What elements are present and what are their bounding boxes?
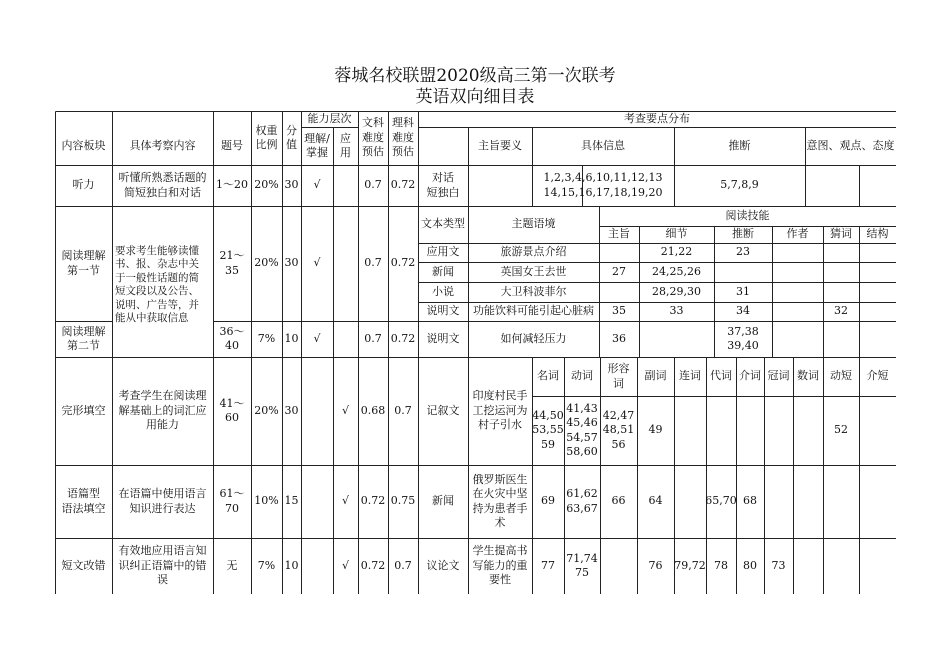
grammar-adv: 64	[648, 494, 663, 508]
header-weight: 权重 比例	[255, 123, 278, 151]
grammar-noun: 69	[541, 494, 555, 508]
reading1-row1-topic: 旅游景点介绍	[500, 245, 567, 259]
reading2-section: 阅读理解 第二节	[61, 324, 106, 352]
header-understand: 理解/ 掌握	[304, 131, 330, 159]
grammar-score: 15	[284, 494, 299, 508]
header-ability: 能力层次	[307, 111, 352, 125]
reading1-score: 30	[284, 256, 299, 270]
header-arts-difficulty: 文科 难度 预估	[362, 116, 384, 159]
reading1-sci: 0.72	[390, 256, 416, 270]
reading2-type: 说明文	[426, 331, 460, 345]
correction-content: 有效地应用语言知识纠正语篇中的错误	[118, 544, 207, 587]
correction-qnum: 无	[226, 558, 238, 572]
reading1-content: 要求考生能够读懂书、报、杂志中关于一般性话题的简短文段以及公告、说明、广告等，并能从中获取信息	[115, 244, 199, 324]
reading1-row4-topic: 功能饮料可能引起心脏病	[473, 304, 594, 318]
reading1-row4-detail: 33	[669, 304, 684, 318]
reading1-header-type: 文本类型	[421, 217, 465, 231]
header-intent: 意图、观点、态度	[806, 138, 895, 152]
reading1-row4-main: 35	[612, 304, 626, 318]
header-sci-difficulty: 理科 难度 预估	[392, 116, 414, 159]
reading1-row1-detail: 21,22	[660, 245, 693, 259]
reading1-row2-detail: 24,25,26	[652, 264, 701, 278]
reading2-check: √	[313, 331, 321, 345]
correction-pron: 78	[714, 558, 728, 572]
correction-score: 10	[284, 558, 299, 572]
reading1-row4-type: 说明文	[426, 304, 460, 318]
page-subtitle: 英语双向细目表	[415, 87, 535, 107]
reading1-row4-inference: 34	[736, 304, 750, 318]
reading1-row2-main: 27	[612, 264, 626, 278]
correction-check: √	[341, 558, 349, 572]
grammar-type: 新闻	[432, 494, 454, 508]
grammar-topic: 俄罗斯医生在火灾中坚持为患者手术	[472, 472, 528, 529]
reading1-row1-inference: 23	[736, 245, 750, 259]
header-qnum: 题号	[221, 138, 243, 152]
reading1-section: 阅读理解 第一节	[61, 249, 106, 277]
header-score: 分 值	[286, 123, 297, 151]
cloze-arts: 0.68	[360, 403, 386, 417]
cloze-section: 完形填空	[61, 403, 106, 417]
listening-detail: 1,2,3,4,6,10,11,12,13 14,15,16,17,18,19,20	[543, 171, 663, 199]
reading2-inference: 37,38 39,40	[727, 324, 759, 352]
reading1-check: √	[313, 256, 321, 270]
grammar-content: 在语篇中使用语言知识进行表达	[118, 487, 207, 515]
reading1-qnum: 21～35	[219, 249, 245, 277]
grammar-verb: 61,62 63,67	[566, 487, 598, 515]
reading1-header-main: 主旨	[608, 227, 630, 241]
cloze-header-article: 冠词	[767, 369, 790, 383]
cloze-header-conj: 连词	[679, 369, 701, 383]
reading1-header-skills: 阅读技能	[725, 208, 770, 222]
correction-topic: 学生提高书写能力的重要性	[472, 544, 528, 587]
cloze-header-noun: 名词	[537, 369, 559, 383]
cloze-header-numeral: 数词	[797, 369, 819, 383]
reading1-header-inference: 推断	[732, 227, 754, 241]
correction-verb: 71,74 75	[566, 551, 598, 579]
cloze-header-pron: 代词	[710, 369, 732, 383]
listening-check: √	[313, 178, 321, 192]
grammar-pron: 65,70	[705, 494, 737, 508]
reading1-header-structure: 结构	[866, 227, 889, 241]
listening-section: 听力	[72, 178, 95, 192]
reading2-sci: 0.72	[390, 331, 416, 345]
grammar-arts: 0.72	[360, 494, 386, 508]
reading1-row3-detail: 28,29,30	[652, 284, 701, 298]
reading1-header-topic: 主题语境	[511, 217, 556, 231]
cloze-weight: 20%	[254, 403, 279, 417]
cloze-type: 记叙文	[426, 403, 460, 417]
correction-noun: 77	[541, 558, 555, 572]
reading1-row2-topic: 英国女王去世	[500, 264, 567, 278]
grammar-prep: 68	[743, 494, 757, 508]
correction-prep: 80	[743, 558, 757, 572]
header-apply: 应 用	[340, 131, 351, 159]
cloze-header-prep: 介词	[739, 369, 761, 383]
reading1-row3-topic: 大卫科波菲尔	[500, 284, 567, 298]
listening-score: 30	[284, 178, 299, 192]
grammar-weight: 10%	[254, 494, 279, 508]
header-inference: 推断	[728, 138, 751, 152]
reading1-weight: 20%	[254, 256, 279, 270]
cloze-verb: 41,43 45,46 54,57 58,60	[566, 401, 598, 458]
correction-section: 短文改错	[61, 558, 106, 572]
reading1-arts: 0.7	[364, 256, 382, 270]
reading1-row3-inference: 31	[736, 284, 750, 298]
page-title: 蓉城名校联盟2020级高三第一次联考	[334, 66, 616, 86]
correction-adv: 76	[648, 558, 663, 572]
reading2-qnum: 36～40	[219, 324, 245, 352]
header-specific-info: 具体信息	[581, 138, 625, 152]
correction-sci: 0.7	[394, 558, 412, 572]
header-distribution: 考查要点分布	[624, 111, 690, 125]
reading1-header-author: 作者	[786, 227, 809, 241]
cloze-header-adv: 副词	[644, 369, 667, 383]
listening-weight: 20%	[254, 178, 279, 192]
reading1-row3-type: 小说	[432, 284, 454, 298]
listening-content: 听懂所熟悉话题的 简短独白和对话	[118, 171, 207, 199]
correction-conj: 79,72	[674, 558, 706, 572]
cloze-header-adj: 形容 词	[607, 362, 630, 390]
cloze-header-prep-phrase: 介短	[866, 369, 889, 383]
cloze-header-phrasal-verb: 动短	[830, 369, 852, 383]
reading2-weight: 7%	[257, 331, 276, 345]
cloze-noun: 44,50 53,55 59	[532, 408, 564, 451]
reading1-row1-type: 应用文	[426, 245, 460, 259]
correction-type: 议论文	[426, 558, 460, 572]
grammar-qnum: 61～70	[219, 487, 245, 515]
reading1-header-detail: 细节	[665, 227, 688, 241]
header-main-idea: 主旨要义	[478, 138, 522, 152]
cloze-qnum: 41～60	[219, 396, 245, 424]
cloze-adj: 42,47 48,51 56	[602, 408, 635, 451]
cloze-content: 考查学生在阅读理解基础上的词汇应用能力	[118, 389, 207, 432]
spec-table	[55, 111, 896, 594]
reading2-score: 10	[284, 331, 299, 345]
listening-type: 对话 短独白	[426, 171, 460, 199]
grammar-section: 语篇型 语法填空	[61, 487, 106, 515]
cloze-sci: 0.7	[394, 403, 412, 417]
correction-weight: 7%	[257, 558, 276, 572]
cloze-check: √	[341, 403, 349, 417]
cloze-phrasal-verb: 52	[834, 423, 848, 437]
cloze-topic: 印度村民手工挖运河为村子引水	[472, 389, 528, 432]
listening-arts: 0.7	[364, 178, 382, 192]
cloze-score: 30	[284, 403, 299, 417]
header-section: 内容板块	[61, 138, 106, 152]
header-content: 具体考察内容	[129, 138, 196, 152]
reading1-header-guess: 猜词	[830, 227, 852, 241]
correction-article: 73	[771, 558, 786, 572]
reading2-main: 36	[612, 331, 626, 345]
reading1-row2-type: 新闻	[432, 264, 454, 278]
reading1-row4-guess: 32	[834, 304, 848, 318]
correction-arts: 0.72	[360, 558, 386, 572]
listening-qnum: 1～20	[216, 178, 248, 192]
grammar-adj: 66	[611, 494, 626, 508]
reading2-arts: 0.7	[364, 331, 382, 345]
grammar-check: √	[341, 494, 349, 508]
cloze-adv: 49	[648, 423, 663, 437]
grammar-sci: 0.75	[390, 494, 416, 508]
cloze-header-verb: 动词	[571, 369, 593, 383]
listening-sci: 0.72	[390, 178, 416, 192]
listening-inference: 5,7,8,9	[720, 178, 759, 192]
reading2-topic: 如何减轻压力	[500, 331, 567, 345]
